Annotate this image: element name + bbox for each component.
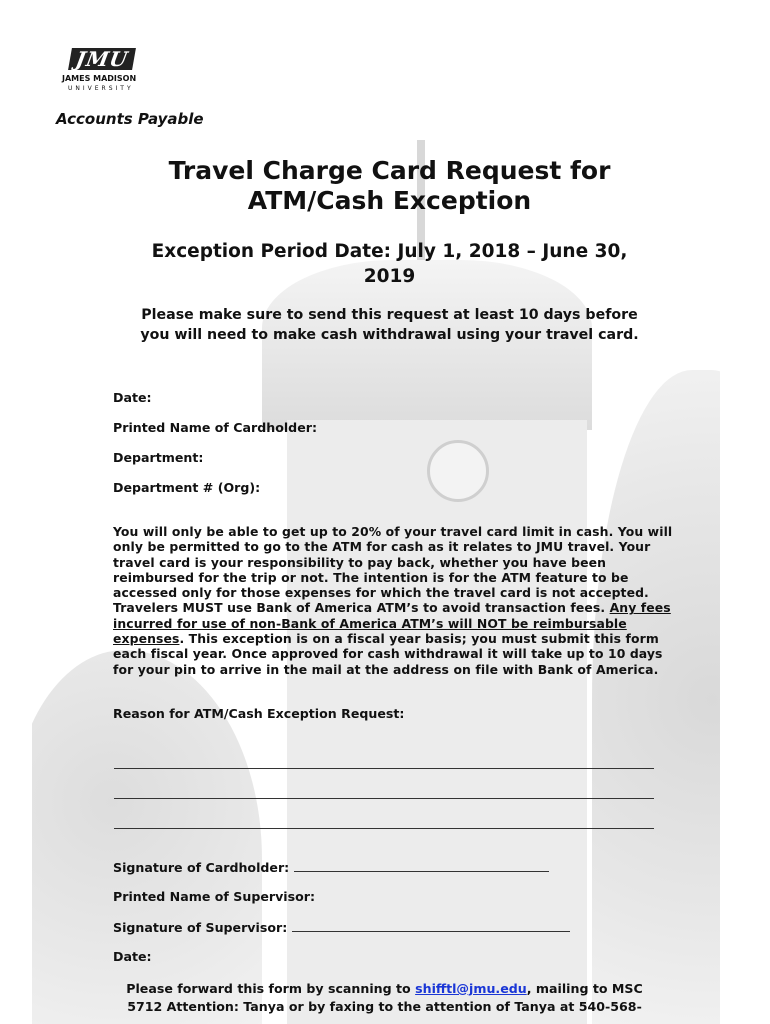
- form-title-line2: ATM/Cash Exception: [247, 186, 532, 215]
- form-title: [72, 156, 707, 216]
- email-link[interactable]: shifftl@jmu.edu: [415, 981, 527, 996]
- department-heading: Accounts Payable: [56, 110, 204, 128]
- supervisor-signature-row: [113, 919, 570, 935]
- policy-paragraph: [113, 524, 673, 677]
- submission-notice: [72, 305, 707, 345]
- footer-line2: 5712 Attention: Tanya or by faxing to the attention of Tanya at 540-568-: [127, 999, 642, 1014]
- logo-university-name: JAMES MADISON: [62, 74, 137, 83]
- reason-line-3[interactable]: [114, 828, 654, 829]
- reason-line-2[interactable]: [114, 798, 654, 799]
- exception-period: [72, 239, 707, 289]
- signature-date-row: [113, 949, 152, 964]
- notice-line1: Please make sure to send this request at least 10 days before: [141, 307, 638, 323]
- jmu-logo: [62, 48, 144, 100]
- department-label: Department:: [113, 450, 204, 465]
- supervisor-signature-label: Signature of Supervisor:: [113, 920, 288, 935]
- policy-text-1: You will only be able to get up to 20% of your travel card limit in cash. You will only be permitted to go to the ATM for cash as it relates to JMU travel. Your travel card is your responsibility to pay back, whether you have been reimbursed for the trip or not. The intention is for the ATM feature to be accessed only for those expenses for which the travel card is not accepted. Travelers MUST use Bank of America ATM’s to avoid transaction fees.: [113, 524, 673, 616]
- footer-text-before: Please forward this form by scanning to: [126, 981, 416, 996]
- cardholder-signature-label: Signature of Cardholder:: [113, 860, 290, 875]
- document-page: [32, 10, 720, 1024]
- supervisor-signature-line[interactable]: [292, 919, 570, 932]
- footer-instructions: [102, 980, 667, 1016]
- footer-text-after: , mailing to MSC: [526, 981, 643, 996]
- signature-date-label: Date:: [113, 949, 152, 964]
- logo-mark: JMU: [68, 48, 136, 70]
- supervisor-name-row: [113, 889, 315, 904]
- notice-line2: you will need to make cash withdrawal using your travel card.: [140, 327, 639, 343]
- footer-line1: [102, 980, 667, 998]
- form-title-line1: Travel Charge Card Request for: [168, 156, 611, 185]
- policy-text-2: . This exception is on a fiscal year basis; you must submit this form each fiscal year. Once approved for cash withdrawal it will take up to 10 days for your pin to arrive in the mail at the address on file with Bank of America.: [113, 631, 663, 677]
- policy-underlined-text: Any fees incurred for use of non-Bank of America ATM’s will NOT be reimbursable expenses: [113, 600, 671, 647]
- cardholder-signature-row: [113, 859, 549, 875]
- cardholder-name-label: Printed Name of Cardholder:: [113, 420, 317, 435]
- exception-period-line1: Exception Period Date: July 1, 2018 – June 30,: [151, 241, 628, 262]
- date-field-label: Date:: [113, 390, 152, 405]
- reason-line-1[interactable]: [114, 768, 654, 769]
- reason-label: Reason for ATM/Cash Exception Request:: [113, 706, 405, 721]
- supervisor-name-label: Printed Name of Supervisor:: [113, 889, 316, 904]
- cardholder-signature-line[interactable]: [294, 859, 549, 872]
- logo-university-word: UNIVERSITY: [68, 85, 134, 92]
- department-org-label: Department # (Org):: [113, 480, 261, 495]
- exception-period-line2: 2019: [363, 266, 416, 287]
